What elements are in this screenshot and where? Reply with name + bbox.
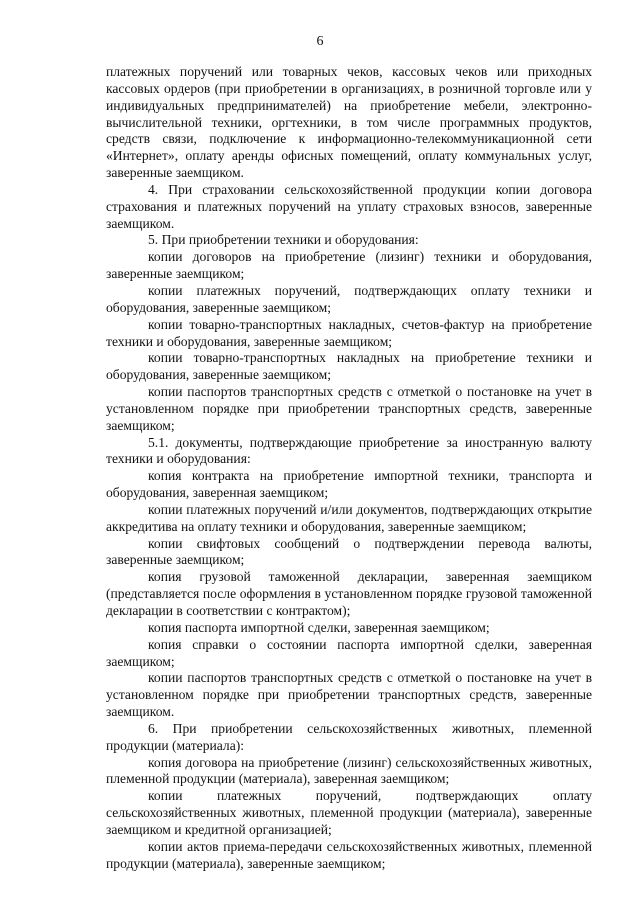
- paragraph: копия справки о состоянии паспорта импортной сделки, заверенная заемщиком;: [106, 636, 592, 669]
- paragraph: копии свифтовых сообщений о подтверждении перевода валюты, заверенные заемщиком;: [106, 535, 592, 568]
- paragraph: 5.1. документы, подтверждающие приобретение за иностранную валюту техники и оборудования:: [106, 434, 592, 467]
- paragraph: копии платежных поручений и/или документов, подтверждающих открытие аккредитива на оплату техники и оборудования, заверенные заемщиком;: [106, 501, 592, 534]
- paragraph: 5. При приобретении техники и оборудования:: [148, 232, 419, 248]
- paragraph: копия паспорта импортной сделки, заверенная заемщиком;: [148, 619, 490, 635]
- document-body: [106, 64, 592, 873]
- paragraph: копии товарно-транспортных накладных на приобретение техники и оборудования, заверенные заемщиком;: [106, 350, 592, 383]
- paragraph: копия грузовой таможенной декларации, заверенная заемщиком (представляется после оформления в установленном порядке грузовой таможенной декларации в соответствии с контрактом);: [106, 569, 592, 618]
- paragraph: копия договора на приобретение (лизинг) сельскохозяйственных животных, племенной продукции (материала), заверенная заемщиком;: [106, 754, 592, 787]
- paragraph: копии паспортов транспортных средств с отметкой о постановке на учет в установленном порядке при приобретении транспортных средств, заверенные заемщиком;: [106, 384, 592, 433]
- paragraph: 6. При приобретении сельскохозяйственных животных, племенной продукции (материала):: [106, 720, 592, 753]
- paragraph: 4. При страховании сельскохозяйственной продукции копии договора страхования и платежных поручений на уплату страховых взносов, заверенные заемщиком.: [106, 181, 592, 231]
- paragraph: копии платежных поручений, подтверждающих оплату техники и оборудования, заверенные заемщиком;: [106, 282, 592, 315]
- paragraph: копии платежных поручений, подтверждающих оплату сельскохозяйственных животных, племенной продукции (материала), заверенные заемщиком и кредитной организацией;: [106, 788, 592, 837]
- page-number: 6: [316, 34, 324, 49]
- paragraph: копии договоров на приобретение (лизинг) техники и оборудования, заверенные заемщиком;: [106, 249, 592, 282]
- paragraph: копии товарно-транспортных накладных, счетов-фактур на приобретение техники и оборудования, заверенные заемщиком;: [106, 316, 592, 349]
- paragraph: копии актов приема-передачи сельскохозяйственных животных, племенной продукции (материала), заверенные заемщиком;: [106, 838, 592, 871]
- paragraph: копия контракта на приобретение импортной техники, транспорта и оборудования, заверенная заемщиком;: [106, 468, 592, 501]
- paragraph: платежных поручений или товарных чеков, кассовых чеков или приходных кассовых ордеров (при приобретении в организациях, в розничной торговле или у индивидуальных предпринимателей) на приобретение мебели, электронно-вычислительной техники, оргтехники, в том числе программных продуктов, средств связи, подключение к информационно-телекоммуникационной сети «Интернет», оплату аренды офисных помещений, оплату коммунальных услуг, заверенные заемщиком.: [106, 64, 592, 181]
- paragraph: копии паспортов транспортных средств с отметкой о постановке на учет в установленном порядке при приобретении транспортных средств, заверенные заемщиком.: [106, 670, 592, 720]
